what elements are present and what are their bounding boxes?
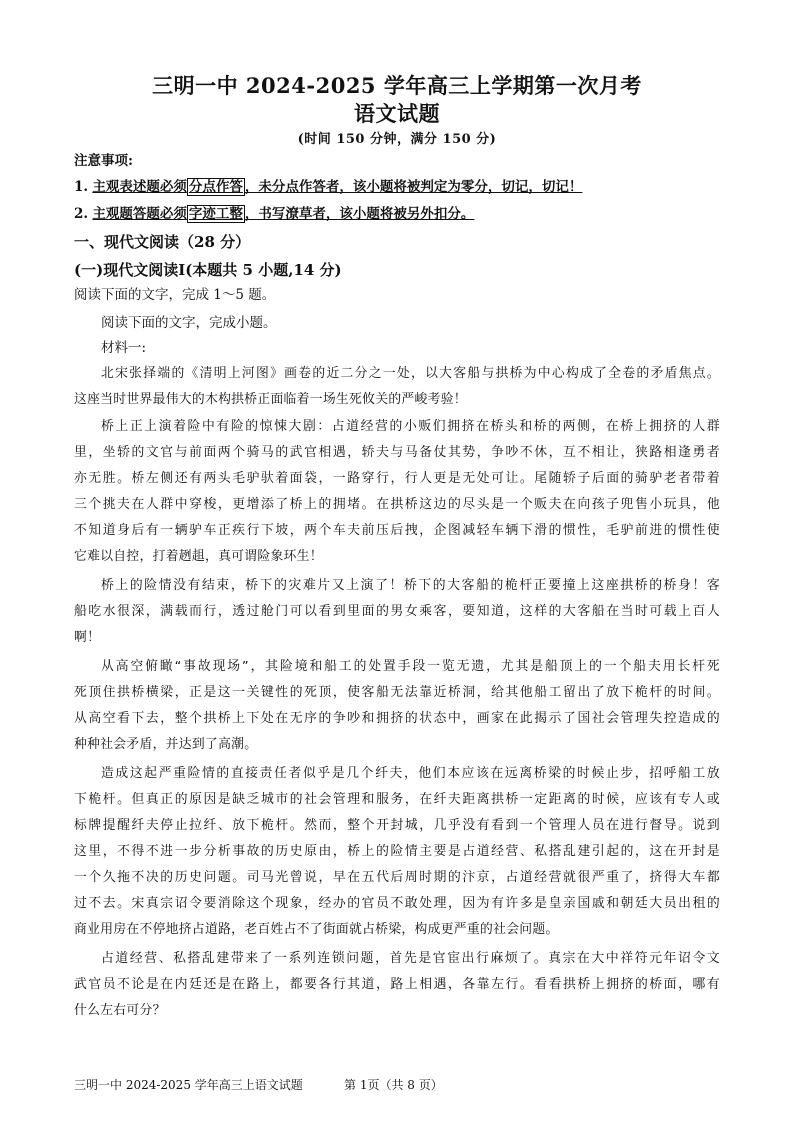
notice-item-1-text-b: ，未分点作答者，该小题将被判定为零分，切记，切记！ <box>244 179 583 195</box>
passage-line: 它难以自控，打着趔趄，真可谓险象环生！ <box>74 549 323 564</box>
notice-item-2-boxed: 字迹工整 <box>188 206 243 222</box>
notice-item-1-number: 1. <box>74 179 89 195</box>
passage-line: 这里，不得不进一步分析事故的历史原由，桥上的险情主要是占道经营、私搭乱建引起的，这在开封是 <box>74 844 720 859</box>
notice-item-1 <box>74 181 724 195</box>
passage-line: 北宋张择端的《清明上河图》画卷的近二分之一处，以大客船与拱桥为中心构成了全卷的矛盾焦点。 <box>101 366 720 381</box>
reading-instruction: 阅读下面的文字，完成 1～5 题。 <box>74 287 276 303</box>
notice-item-2 <box>74 208 724 222</box>
passage-line: 武官员不论是在内廷还是在路上，都要各行其道，路上相遇，各靠左行。看看拱桥上拥挤的桥面，哪有 <box>74 977 720 992</box>
passage-line: 标牌提醒纤夫停止拉纤、放下桅杆。然而，整个开封城，几乎没有看到一个管理人员在进行督导。说到 <box>74 818 720 833</box>
exam-subject-title: 语文试题 <box>354 101 440 126</box>
passage-line: 船吃水很深，满载而行，透过舱门可以看到里面的男女乘客，要知道，这样的大客船在当时可载上百人 <box>74 604 720 619</box>
passage-line: 死顶住拱桥横梁，正是这一关键性的死顶，使客船无法靠近桥洞，给其他船工留出了放下桅杆的时间。 <box>74 685 720 700</box>
passage-line: 亦无胜。桥左侧还有两头毛驴驮着面袋，一路穿行，行人更是无处可让。尾随轿子后面的骑驴老者带着 <box>74 471 720 486</box>
passage-line: 从高空看下去，整个拱桥上下处在无序的争吵和拥挤的状态中，画家在此揭示了国社会管理失控造成的 <box>74 711 720 726</box>
subsection-heading: (一)现代文阅读Ⅰ(本题共 5 小题,14 分) <box>74 261 342 279</box>
passage-line: 里，坐轿的文官与前面两个骑马的武官相遇，轿夫与马备仗其势，争吵不休，互不相让，狭路相逢勇者 <box>74 445 720 460</box>
footer-exam-name: 三明一中 2024-2025 学年高三上语文试题 <box>74 1078 303 1092</box>
section-heading: 一、现代文阅读（28 分） <box>74 233 251 251</box>
passage-line: 过不去。宋真宗诏令要消除这个现象，经办的官员不敢处理，因为有许多是皇亲国戚和朝廷大员出租的 <box>74 896 720 911</box>
passage-line: 啊！ <box>74 630 101 645</box>
passage-line: 商业用房在不停地挤占道路，老百姓占不了街面就占桥梁，构成更严重的社会问题。 <box>74 922 559 937</box>
passage-line: 桥上正上演着险中有险的惊悚大剧：占道经营的小贩们拥挤在桥头和桥的两侧，在桥上拥挤的人群 <box>101 419 720 434</box>
exam-time-note: (时间 150 分钟，满分 150 分) <box>297 132 497 147</box>
passage-line: 一个久拖不决的历史问题。司马光曾说，早在五代后周时期的汴京，占道经营就很严重了，挤得大车都 <box>74 870 720 885</box>
passage-line: 从高空俯瞰“事故现场”，其险境和船工的处置手段一览无遗，尤其是船顶上的一个船夫用长杆死 <box>101 659 720 674</box>
passage-line: 种种社会矛盾，并达到了高潮。 <box>74 737 258 752</box>
material-label: 材料一: <box>101 340 147 356</box>
notice-heading: 注意事项: <box>74 153 133 169</box>
passage-line: 不知道身后有一辆驴车正疾行下坡，两个车夫前压后拽，企图减轻车辆下滑的惯性，毛驴前进的惯性使 <box>74 523 720 538</box>
notice-item-2-number: 2. <box>74 206 89 222</box>
notice-item-2-text-b: ，书写潦草者，该小题将被另外扣分。 <box>244 206 475 222</box>
notice-item-2-text-a: 主观题答题必须 <box>92 206 187 222</box>
notice-item-1-boxed: 分点作答 <box>188 179 243 195</box>
exam-title: 三明一中 2024-2025 学年高三上学期第一次月考 <box>152 73 642 98</box>
passage-line: 造成这起严重险情的直接责任者似乎是几个纤夫，他们本应该在远离桥梁的时候止步，招呼船工放 <box>101 766 720 781</box>
passage-line: 桥上的险情没有结束，桥下的灾难片又上演了！桥下的大客船的桅杆正要撞上这座拱桥的桥身！客 <box>101 578 720 593</box>
reading-instruction-2: 阅读下面的文字，完成小题。 <box>101 315 277 331</box>
footer-page-number: 第 1页（共 8 页） <box>344 1078 443 1092</box>
passage-line: 三个挑夫在人群中穿梭，更增添了桥上的拥堵。在拱桥这边的尽头是一个贩夫在向孩子兜售小玩具，他 <box>74 497 720 512</box>
passage-line: 下桅杆。但真正的原因是缺乏城市的社会管理和服务，在纤夫距离拱桥一定距离的时候，应该有专人或 <box>74 792 720 807</box>
passage-line: 什么左右可分？ <box>74 1003 166 1018</box>
passage-line: 这座当时世界最伟大的木构拱桥正面临着一场生死攸关的严峻考验！ <box>74 392 467 407</box>
notice-item-2-text <box>92 205 474 223</box>
passage-line: 占道经营、私搭乱建带来了一系列连锁问题，首先是官宦出行麻烦了。真宗在大中祥符元年诏令文 <box>101 951 720 966</box>
notice-item-1-text-a: 主观表述题必须 <box>92 179 187 195</box>
notice-item-1-text <box>92 178 582 196</box>
